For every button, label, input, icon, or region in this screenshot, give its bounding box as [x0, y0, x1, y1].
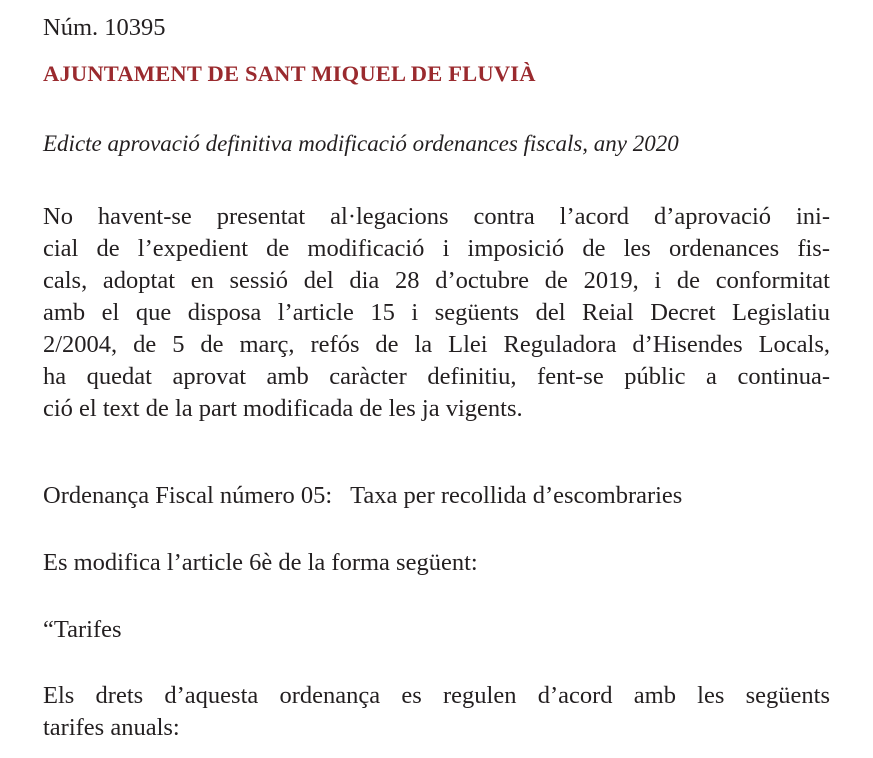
paragraph-line: ció el text de la part modificada de les ja vigents.	[43, 395, 523, 422]
paragraph-line: No havent-se presentat al·legacions contra l’acord d’aprovació ini-	[43, 203, 830, 230]
ordinance-heading: Ordenança Fiscal número 05: Taxa per recollida d’escombraries	[43, 482, 683, 509]
paragraph-line: cals, adoptat en sessió del dia 28 d’octubre de 2019, i de conformitat	[43, 267, 830, 294]
edict-title: Edicte aprovació definitiva modificació ordenances fiscals, any 2020	[43, 131, 679, 156]
paragraph-line: amb el que disposa l’article 15 i següents del Reial Decret Legislatiu	[43, 299, 830, 326]
paragraph-line: tarifes anuals:	[43, 714, 180, 741]
modification-note: Es modifica l’article 6è de la forma següent:	[43, 549, 478, 576]
organization-title: AJUNTAMENT DE SANT MIQUEL DE FLUVIÀ	[43, 61, 536, 86]
paragraph-line: Els drets d’aquesta ordenança es regulen d’acord amb les següents	[43, 682, 830, 709]
announcement-number: Núm. 10395	[43, 14, 166, 41]
paragraph-line: 2/2004, de 5 de març, refós de la Llei Reguladora d’Hisendes Locals,	[43, 331, 830, 358]
paragraph-line: cial de l’expedient de modificació i imposició de les ordenances fis-	[43, 235, 830, 262]
paragraph-line: ha quedat aprovat amb caràcter definitiu, fent-se públic a continua-	[43, 363, 830, 390]
tariffs-heading: “Tarifes	[43, 616, 122, 643]
